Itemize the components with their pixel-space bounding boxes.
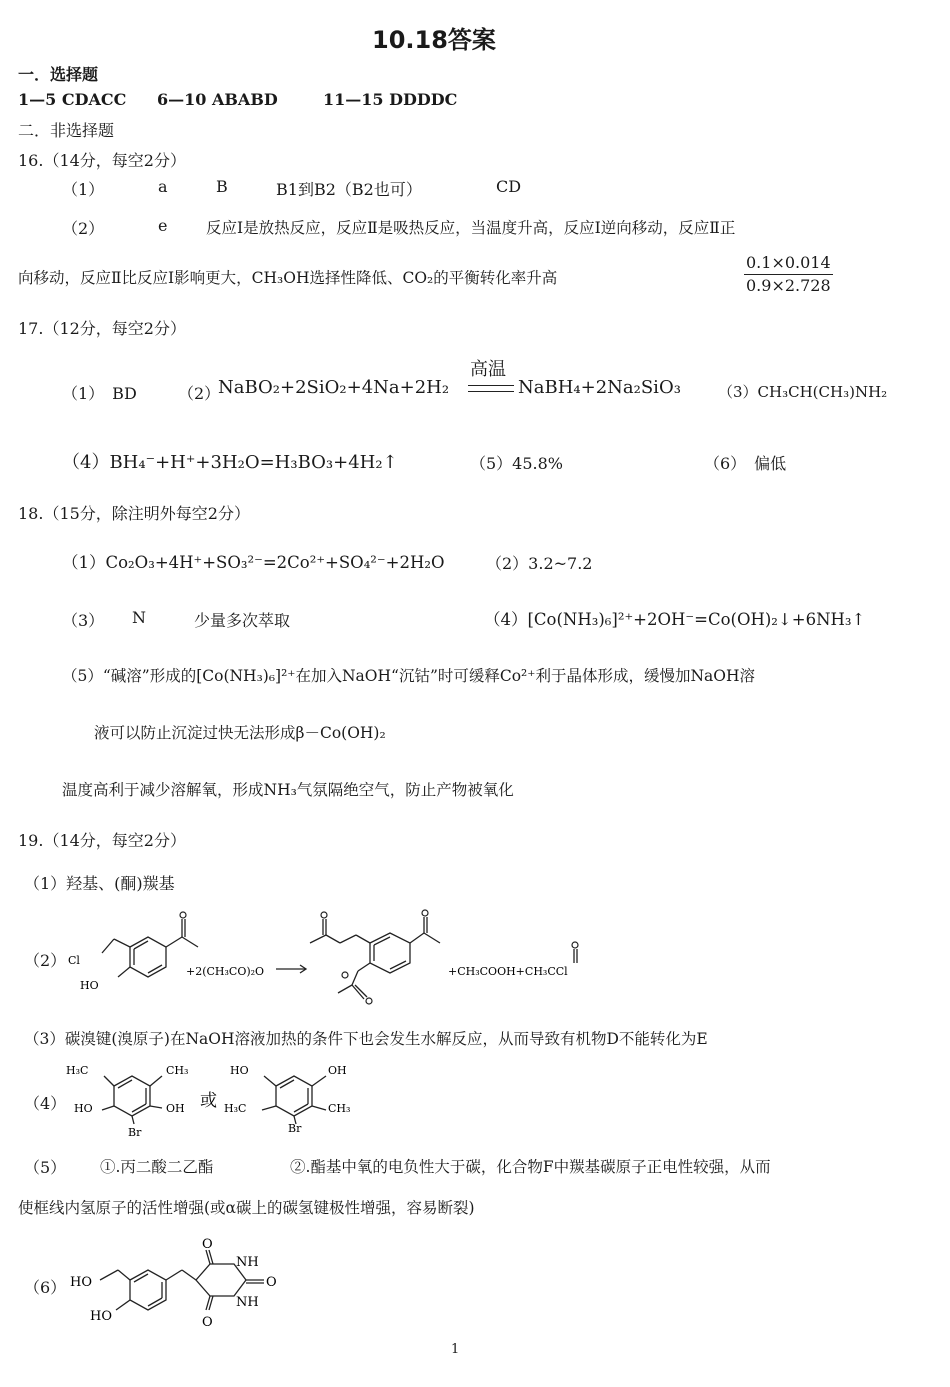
- q19-p4-label: （4）: [24, 1094, 67, 1113]
- q19-p5-answer-a: ①.丙二酸二乙酯: [100, 1158, 214, 1176]
- choice-answers-1-5: 1—5 CDACC: [18, 90, 127, 109]
- q18-p1: （1）Co₂O₃+4H⁺+SO₃²⁻=2Co²⁺+SO₄²⁻+2H₂O: [62, 553, 445, 572]
- fraction-numerator: 0.1×0.014: [744, 252, 833, 275]
- hydroxyl-label-1: HO: [70, 1275, 92, 1290]
- page-number: 1: [451, 1342, 460, 1357]
- q17-p2-condition: 高温: [470, 359, 506, 380]
- s2-bromine: Br: [288, 1122, 302, 1135]
- oxygen-atom: [572, 942, 578, 948]
- q18-p3-label: （3）: [62, 611, 105, 630]
- oxygen-atom: [321, 912, 327, 918]
- q19-p6-structure: [64, 1236, 304, 1336]
- s1-bottom-left: HO: [74, 1102, 93, 1115]
- benzene-ring: [130, 1270, 166, 1310]
- q17-p1: （1） BD: [62, 384, 137, 403]
- oxygen-atom: [180, 912, 186, 918]
- page-title: 10.18答案: [372, 26, 496, 54]
- q18-p3-answer-b: 少量多次萃取: [194, 611, 291, 630]
- equals-sign-double: [468, 385, 514, 392]
- q16-p1-answer-a: a: [158, 177, 168, 196]
- s2-bottom-left: H₃C: [224, 1102, 247, 1115]
- s1-bromine: Br: [128, 1126, 142, 1139]
- q16-p1-label: （1）: [62, 180, 105, 199]
- fraction-denominator: 0.9×2.728: [746, 276, 831, 295]
- s1-bottom-right: OH: [166, 1102, 185, 1115]
- oxygen-label-1: O: [202, 1237, 213, 1252]
- q19-p4-structures: [64, 1058, 364, 1140]
- s2-bottom-right: CH₃: [328, 1102, 351, 1115]
- q17-header: 17.（12分，每空2分）: [18, 319, 186, 338]
- q18-p5-line2: 液可以防止沉淀过快无法形成β－Co(OH)₂: [94, 724, 386, 742]
- q17-p2-equation-right: NaBH₄+2Na₂SiO₃: [518, 377, 681, 398]
- q17-p5: （5）45.8%: [470, 454, 564, 473]
- or-label: 或: [200, 1091, 217, 1111]
- q17-p6: （6） 偏低: [704, 454, 787, 473]
- q19-header: 19.（14分，每空2分）: [18, 831, 186, 850]
- oxygen-atom: [422, 910, 428, 916]
- byproducts-label: +CH₃COOH+CH₃CCl: [448, 965, 568, 978]
- benzene-ring-reactant: [130, 937, 166, 977]
- s1-top-left: H₃C: [66, 1064, 89, 1077]
- q16-p2-answer-a: e: [158, 216, 168, 235]
- q16-p1-answer-c: B1到B2（B2也可）: [276, 180, 422, 199]
- reagent-label: +2(CH₃CO)₂O: [186, 965, 265, 978]
- section-heading-nonchoice: 二．非选择题: [18, 121, 115, 140]
- q18-p3-answer-a: N: [132, 608, 146, 627]
- oxygen-atom: [366, 998, 372, 1004]
- hydroxyl-label: HO: [80, 979, 99, 992]
- q19-p5-label: （5）: [24, 1158, 67, 1177]
- oxygen-atom: [342, 972, 348, 978]
- nh-label-2: NH: [236, 1295, 259, 1310]
- q17-p2-label: （2）: [178, 384, 221, 403]
- section-heading-choice: 一．选择题: [18, 65, 99, 84]
- benzene-ring-2: [276, 1076, 312, 1116]
- q19-p5-line2: 使框线内氢原子的活性增强(或α碳上的碳氢键极性增强，容易断裂): [18, 1199, 475, 1217]
- hydroxyl-label-2: HO: [90, 1309, 112, 1324]
- q18-p2: （2）3.2~7.2: [486, 554, 593, 573]
- q19-p2-reaction-scheme: [60, 905, 620, 1010]
- q16-p2-label: （2）: [62, 219, 105, 238]
- q19-p6-label: （6）: [24, 1278, 67, 1297]
- q18-header: 18.（15分，除注明外每空2分）: [18, 504, 250, 523]
- nh-label-1: NH: [236, 1255, 259, 1270]
- s2-top-left: HO: [230, 1064, 249, 1077]
- benzene-ring-product: [370, 933, 410, 973]
- q17-p4: （4）BH₄⁻+H⁺+3H₂O=H₃BO₃+4H₂↑: [62, 452, 398, 473]
- oxygen-label-3: O: [202, 1315, 213, 1330]
- q19-p3: （3）碳溴键(溴原子)在NaOH溶液加热的条件下也会发生水解反应，从而导致有机物D不能转化为E: [24, 1030, 708, 1048]
- q17-p2-equation-left: NaBO₂+2SiO₂+4Na+2H₂: [218, 377, 450, 398]
- q16-header: 16.（14分，每空2分）: [18, 151, 186, 170]
- q16-p1-answer-d: CD: [496, 177, 522, 196]
- q16-p2-explanation-line2: 向移动，反应Ⅱ比反应Ⅰ影响更大，CH₃OH选择性降低、CO₂的平衡转化率升高: [18, 269, 558, 287]
- q18-p4: （4）[Co(NH₃)₆]²⁺+2OH⁻=Co(OH)₂↓+6NH₃↑: [484, 610, 866, 629]
- q18-p6: 温度高利于减少溶解氧，形成NH₃气氛隔绝空气，防止产物被氧化: [62, 781, 514, 799]
- q19-p1: （1）羟基、(酮)羰基: [24, 874, 175, 893]
- s1-top-right: CH₃: [166, 1064, 189, 1077]
- q19-p5-answer-b: ②.酯基中氧的电负性大于碳，化合物F中羰基碳原子正电性较强，从而: [290, 1158, 771, 1176]
- s2-top-right: OH: [328, 1064, 347, 1077]
- choice-answers-6-10: 6—10 ABABD: [157, 90, 278, 109]
- q16-p2-fraction: [744, 252, 833, 297]
- chlorine-label: Cl: [68, 954, 80, 967]
- oxygen-label-2: O: [266, 1275, 277, 1290]
- q17-p3: （3）CH₃CH(CH₃)NH₂: [718, 383, 888, 401]
- q19-p2-label: （2）: [24, 951, 67, 970]
- choice-answers-11-15: 11—15 DDDDC: [323, 90, 458, 109]
- q18-p5-line1: （5）“碱溶”形成的[Co(NH₃)₆]²⁺在加入NaOH“沉钴”时可缓释Co²⁺利于晶体形成，缓慢加NaOH溶: [62, 667, 755, 685]
- q16-p2-explanation-line1: 反应Ⅰ是放热反应，反应Ⅱ是吸热反应，当温度升高，反应Ⅰ逆向移动，反应Ⅱ正: [206, 219, 736, 237]
- benzene-ring-1: [114, 1076, 150, 1116]
- q16-p1-answer-b: B: [216, 177, 228, 196]
